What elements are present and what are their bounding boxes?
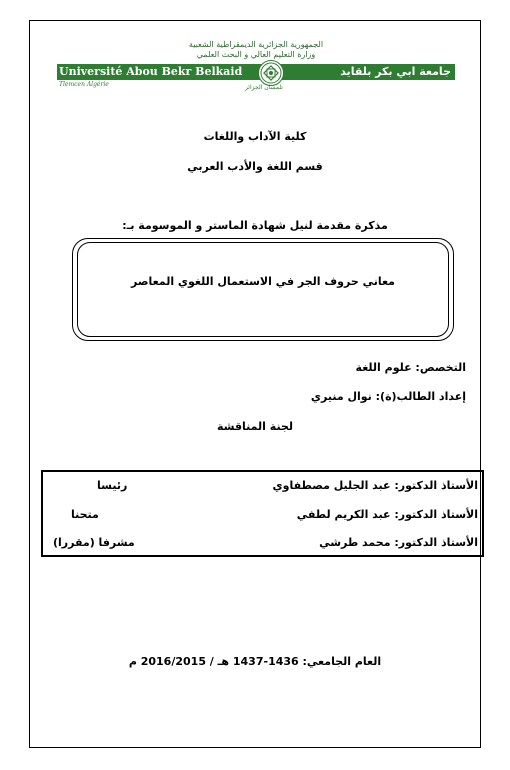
thesis-title-box bbox=[72, 238, 454, 341]
committee-row bbox=[43, 479, 482, 503]
member-name: الأستاذ الدكتور: محمد طرشي bbox=[319, 536, 478, 549]
city-ar: تلمسان الجزائر bbox=[245, 84, 283, 91]
member-role: مشرفا (مقررا) bbox=[53, 536, 135, 549]
member-name: الأستاذ الدكتور: عبد الجليل مصطفاوي bbox=[272, 479, 478, 492]
ministry-line: وزارة التعليم العالي و البحث العلمي bbox=[196, 50, 316, 59]
university-header bbox=[57, 40, 455, 96]
member-name: الأستاذ الدكتور: عبد الكريم لطفي bbox=[296, 508, 478, 521]
department-name: قسم اللغة والأدب العربي bbox=[187, 160, 323, 173]
committee-row bbox=[43, 508, 482, 532]
member-role: رئيسا bbox=[97, 479, 128, 492]
committee-label: لجنة المناقشة bbox=[216, 420, 293, 433]
member-role: متحنا bbox=[71, 508, 99, 521]
republic-line: الجمهورية الجزائرية الديمقراطية الشعبية bbox=[188, 40, 324, 49]
faculty-name: كلية الآداب واللغات bbox=[203, 130, 307, 143]
header-arabic-lines bbox=[57, 40, 455, 60]
committee-table bbox=[41, 470, 484, 557]
academic-year: العام الجامعي: 1436-1437 هـ / 2016/2015 م bbox=[128, 655, 382, 668]
university-banner bbox=[57, 64, 455, 80]
university-name-ar: جامعة ابي بكر بلقايد bbox=[340, 65, 451, 78]
university-name-fr: Université Abou Bekr Belkaid bbox=[59, 65, 243, 78]
specialty: التخصص: علوم اللغة bbox=[355, 361, 466, 374]
university-logo-icon bbox=[258, 60, 284, 86]
student-name: إعداد الطالب(ة): نوال منيري bbox=[310, 390, 466, 403]
thesis-title: معاني حروف الجر في الاستعمال اللغوي المعاصر bbox=[131, 275, 395, 288]
committee-row bbox=[43, 536, 482, 560]
thesis-intro: مذكرة مقدمة لنيل شهادة الماستر و الموسومة بـ: bbox=[122, 219, 388, 232]
city-fr: Tlemcen Algérie bbox=[59, 81, 109, 88]
thesis-title-box-inner-border bbox=[77, 242, 449, 337]
